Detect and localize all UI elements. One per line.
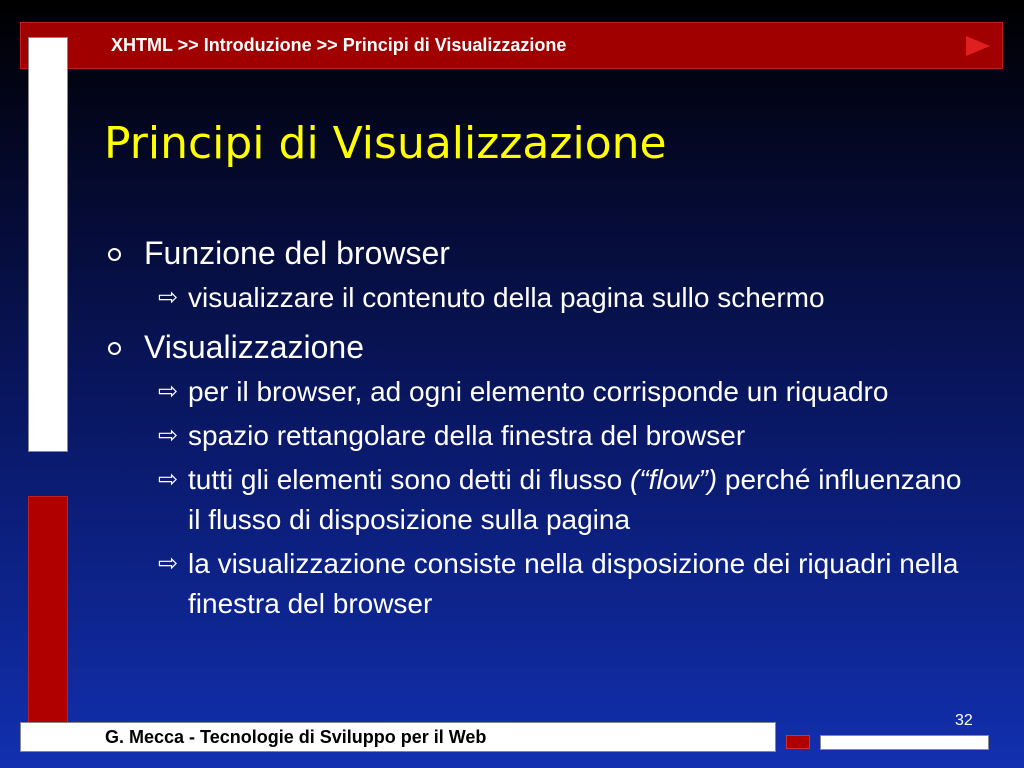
left-decoration-red (28, 496, 68, 736)
bullet-item (100, 228, 980, 278)
bullet-label: Funzione del browser (144, 235, 450, 271)
sub-bullet-text-part: perché influenzano il flusso di disposizione sulla pagina (188, 464, 962, 535)
sub-bullet-text-part: tutti gli elementi sono detti di flusso (188, 464, 631, 495)
sub-bullet-text: visualizzare il contenuto della pagina sullo schermo (188, 282, 825, 313)
sub-bullet-item (100, 416, 980, 456)
page-number: 32 (955, 712, 973, 729)
sub-bullet-item (100, 278, 980, 318)
bullet-label: Visualizzazione (144, 329, 364, 365)
sub-bullet-text: la visualizzazione consiste nella disposizione dei riquadri nella finestra del browser (188, 548, 959, 619)
slide-content (100, 228, 980, 628)
arrow-bullet-icon: ⇨ (158, 378, 179, 405)
sub-bullet-item (100, 372, 980, 412)
footer-decoration-red (786, 735, 810, 749)
sub-bullet-item (100, 544, 980, 624)
arrow-bullet-icon: ⇨ (158, 422, 179, 449)
header-bar (20, 22, 1003, 69)
footer-bar (20, 722, 776, 752)
bullet-item (100, 322, 980, 372)
arrow-bullet-icon: ⇨ (158, 466, 179, 493)
footer-text: G. Mecca - Tecnologie di Sviluppo per il Web (105, 727, 487, 747)
sub-bullet-text: spazio rettangolare della finestra del browser (188, 420, 746, 451)
slide-title: Principi di Visualizzazione (104, 118, 667, 169)
left-decoration-white (28, 37, 68, 452)
circle-bullet-icon (108, 342, 121, 355)
arrow-bullet-icon: ⇨ (158, 284, 179, 311)
circle-bullet-icon (108, 248, 121, 261)
arrow-bullet-icon: ⇨ (158, 550, 179, 577)
sub-bullet-text: per il browser, ad ogni elemento corrisponde un riquadro (188, 376, 889, 407)
sub-bullet-italic: (“flow”) (630, 464, 718, 495)
breadcrumb: XHTML >> Introduzione >> Principi di Visualizzazione (111, 35, 567, 55)
play-triangle-icon[interactable] (966, 36, 990, 56)
footer-decoration-white (820, 735, 989, 750)
sub-bullet-item (100, 460, 980, 540)
